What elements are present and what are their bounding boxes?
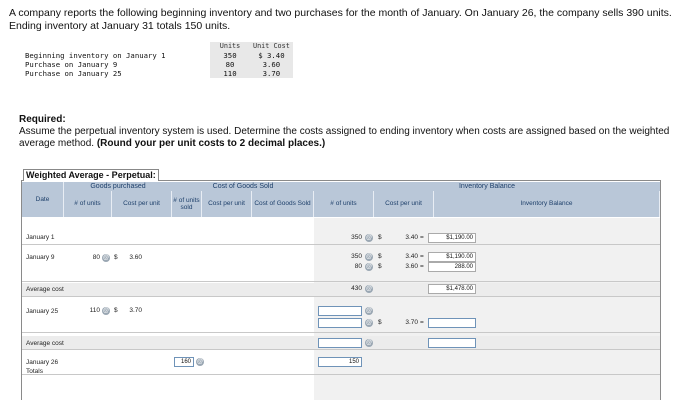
equals-symbol: =	[420, 253, 424, 260]
balance-units-jan1: 350	[351, 234, 362, 241]
inventory-balance-header: Inventory Balance	[314, 182, 660, 191]
col-sold-cost: Cost per unit	[202, 191, 252, 217]
col-date: Date	[22, 182, 64, 217]
at-symbol: @	[365, 308, 373, 314]
row-label: Purchase on January 9	[25, 60, 118, 69]
date-jan1: January 1	[26, 234, 55, 241]
inventory-data-table	[22, 42, 293, 78]
at-symbol: @	[365, 320, 373, 326]
balance-total-jan9-a: $1,190.00	[428, 252, 476, 262]
balance-total-input-avg2[interactable]	[428, 338, 476, 348]
at-symbol: @	[196, 359, 204, 365]
balance-units-jan9-a: 350	[351, 253, 362, 260]
row-label: Beginning inventory on January 1	[25, 51, 166, 60]
balance-units-input-avg2[interactable]	[318, 338, 362, 348]
goods-purchased-header: Goods purchased	[64, 182, 172, 191]
dollar-symbol: $	[378, 319, 382, 326]
at-symbol: @	[365, 254, 373, 260]
totals-label: Totals	[26, 368, 43, 375]
dollar-symbol: $	[378, 263, 382, 270]
at-symbol: @	[102, 255, 110, 261]
at-symbol: @	[365, 340, 373, 346]
col-purchase-units: # of units	[64, 191, 112, 217]
worksheet-title: Weighted Average - Perpetual:	[23, 169, 159, 181]
col-sold-units: # of units sold	[172, 191, 202, 217]
at-symbol: @	[365, 286, 373, 292]
required-heading: Required:	[19, 114, 66, 125]
purchase-units-jan25: 110	[89, 307, 100, 314]
at-symbol: @	[102, 308, 110, 314]
table-row	[22, 51, 293, 60]
unit-cost-value: $ 3.40	[250, 51, 293, 60]
balance-total-jan9-b: 288.00	[428, 262, 476, 272]
purchase-cost-jan9: 3.60	[129, 254, 142, 261]
balance-units-input-jan25-a[interactable]	[318, 306, 362, 316]
equals-symbol: =	[420, 263, 424, 270]
balance-total-avg1: $1,478.00	[428, 284, 476, 294]
units-value: 110	[210, 69, 250, 78]
at-symbol: @	[365, 264, 373, 270]
balance-total-input-jan25[interactable]	[428, 318, 476, 328]
balance-cost-jan9-b: 3.60	[405, 263, 418, 270]
table-row	[22, 60, 293, 69]
cogs-header: Cost of Goods Sold	[172, 182, 314, 191]
balance-units-jan9-b: 80	[354, 263, 362, 270]
table-row	[22, 69, 293, 78]
equals-symbol: =	[420, 234, 424, 241]
balance-units-avg1: 430	[351, 285, 362, 292]
sold-units-jan26[interactable]: 160	[174, 357, 194, 367]
units-header: Units	[210, 42, 250, 51]
rounding-note: (Round your per unit costs to 2 decimal places.)	[96, 138, 326, 149]
problem-statement: A company reports the following beginning inventory and two purchases for the month of January. On January 26, the company sells 390 units. Ending inventory at January 31 totals 150 units.	[9, 7, 672, 32]
balance-units-input-jan25-b[interactable]	[318, 318, 362, 328]
average-cost-label: Average cost	[26, 286, 64, 293]
balance-units-jan26[interactable]: 150	[318, 357, 362, 367]
unit-cost-value: 3.60	[250, 60, 293, 69]
date-jan26: January 26	[26, 359, 59, 366]
col-balance-units: # of units	[314, 191, 374, 217]
balance-cost-jan9-a: 3.40	[405, 253, 418, 260]
required-text: Assume the perpetual inventory system is used. Determine the costs assigned to ending inventory when costs are assigned based on the weighted average method.	[19, 126, 670, 149]
date-jan9: January 9	[26, 254, 55, 261]
row-label: Purchase on January 25	[25, 69, 122, 78]
unit-cost-value: 3.70	[250, 69, 293, 78]
equals-symbol: =	[420, 319, 424, 326]
units-value: 350	[210, 51, 250, 60]
col-purchase-cost: Cost per unit	[112, 191, 172, 217]
unit-cost-header: Unit Cost	[250, 42, 293, 51]
col-cogs: Cost of Goods Sold	[252, 191, 314, 217]
dollar-symbol: $	[114, 307, 118, 314]
col-balance-total: Inventory Balance	[434, 191, 660, 217]
at-symbol: @	[365, 235, 373, 241]
dollar-symbol: $	[378, 253, 382, 260]
balance-cost-jan1: 3.40	[405, 234, 418, 241]
dollar-symbol: $	[378, 234, 382, 241]
col-balance-cost: Cost per unit	[374, 191, 434, 217]
date-jan25: January 25	[26, 308, 59, 315]
dollar-symbol: $	[114, 254, 118, 261]
units-value: 80	[210, 60, 250, 69]
balance-total-jan1: $1,190.00	[428, 233, 476, 243]
purchase-units-jan9: 80	[92, 254, 100, 261]
purchase-cost-jan25: 3.70	[129, 307, 142, 314]
average-cost-label: Average cost	[26, 340, 64, 347]
required-section	[19, 114, 679, 150]
balance-cost-jan25: 3.70	[405, 319, 418, 326]
